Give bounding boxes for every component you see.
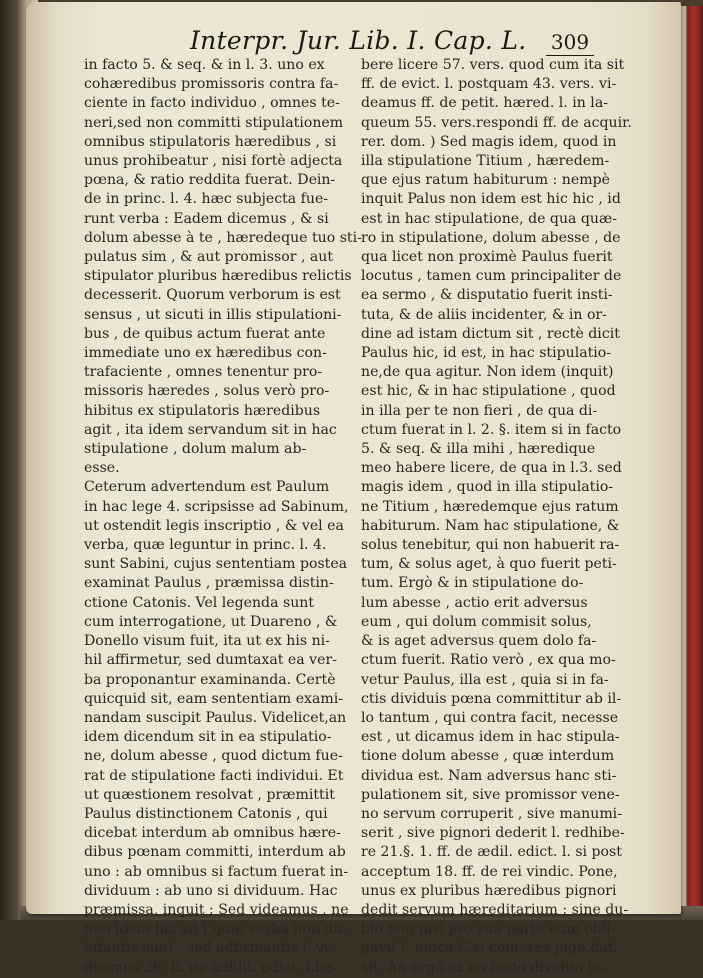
text-line: stipulatione , dolum malum ab- (84, 441, 307, 458)
text-line: serit , sive pignori dederit l. redhibe- (361, 825, 625, 842)
text-line: est in hac stipulatione, de qua quæ- (361, 210, 618, 227)
text-line: immediate uno ex hæredibus con- (84, 345, 327, 362)
text-line: Paulus distinctionem Catonis , qui (84, 805, 328, 822)
text-line: ne, dolum abesse , quod dictum fue- (84, 748, 343, 765)
text-line: idem dicendum sit in ea stipulatio- (84, 729, 332, 746)
text-line: pœna, & ratio reddita fuerat. Dein- (84, 172, 336, 189)
text-line: bio non nisi pro sua parte eum obli- (361, 921, 616, 938)
text-line: sunt Sabini, cujus sententiam postea (84, 556, 348, 573)
text-line: trafaciente , omnes tenentur pro- (84, 364, 323, 381)
text-line: tione dolum abesse , quæ interdum (361, 748, 615, 765)
text-line: sensus , ut sicuti in illis stipulationi- (84, 306, 342, 323)
text-line: & is aget adversus quem dolo fa- (361, 633, 597, 650)
text-line: agit , ita idem servandum sit in hac (84, 421, 337, 438)
text-line: re 21.§. 1. ff. de ædil. edict. l. si post (361, 844, 622, 861)
text-line: in illa per te non fieri , de qua di- (361, 402, 598, 419)
text-line: non idem hic sit ( quæ verba non du- (84, 921, 348, 938)
text-line: magis idem , quod in illa stipulatio- (361, 479, 614, 496)
text-line: omnibus stipulatoris hæredibus , si (84, 133, 337, 150)
text-line: deamus 26. ff. de ædilit. edict. l.ba- (84, 959, 338, 976)
text-line: missoris hæredes , solus verò pro- (84, 383, 330, 400)
text-line: bitantis sunt , sed adfirmantis l. vi- (84, 940, 334, 957)
text-line: ne,de qua agitur. Non idem (inquit) (361, 364, 614, 381)
text-line: de in princ. l. 4. hæc subjecta fue- (84, 191, 329, 208)
text-line: illa stipulatione Titium , hæredem- (361, 153, 610, 170)
text-line: sit. An ergò ex eo facto dividuo te- (361, 959, 607, 976)
text-line: stipulator pluribus hæredibus relictis (84, 268, 352, 285)
text-line: Paulus hic, id est, in hac stipulatio- (361, 345, 612, 362)
text-line: 5. & seq. & illa mihi , hæredique (361, 441, 596, 458)
text-line: no servum corruperit , sive manumi- (361, 805, 622, 822)
text-line: Donello visum fuit, ita ut ex his ni- (84, 633, 330, 650)
text-line: ut ostendit legis inscriptio , & vel ea (84, 517, 344, 534)
text-line: locutus , tamen cum principaliter de (361, 268, 622, 285)
text-line: ciente in facto individuo , omnes te- (84, 95, 340, 112)
text-line: ut quæstionem resolvat , præmittit (84, 786, 335, 803)
text-line: inquit Palus non idem est hic hic , id (361, 191, 621, 208)
text-line: dedit servum hæreditarium ; sine du- (361, 901, 629, 918)
text-line: in facto 5. & seq. & in l. 3. uno ex (84, 57, 325, 73)
text-line: dibus pœnam committi, interdum ab (84, 844, 346, 861)
running-header (190, 26, 630, 58)
text-line: bere licere 57. vers. quod cum ita sit (361, 57, 625, 73)
text-line: dividua est. Nam adversus hanc sti- (361, 767, 617, 784)
text-line: lo tantum , qui contra facit, necesse (361, 709, 619, 726)
text-line: lum abesse , actio erit adversus (361, 594, 588, 611)
text-line: queum 55. vers.respondi ff. de acquir. (361, 114, 632, 131)
text-line: gavit l. unica C.si com. res pign.dat. (361, 940, 619, 957)
text-line: esse. (84, 460, 120, 477)
text-line: dolum abesse à te , hæredeque tuo sti- (84, 229, 362, 246)
text-line: que ejus ratum habiturum : nempè (361, 172, 610, 189)
text-line: uno : ab omnibus si factum fuerat in- (84, 863, 349, 880)
text-line: unus ex pluribus hæredibus pignori (361, 882, 617, 899)
text-line: hibitus ex stipulatoris hæredibus (84, 402, 321, 419)
text-line: pulatus sim , & aut promissor , aut (84, 249, 334, 266)
text-line: dicebat interdum ab omnibus hære- (84, 825, 341, 842)
text-line: solus tenebitur, qui non habuerit ra- (361, 537, 620, 554)
text-line: nandam suscipit Paulus. Videlicet,an (84, 709, 347, 726)
text-line: dine ad istam dictum sit , rectè dicit (361, 325, 620, 342)
text-line: runt verba : Eadem dicemus , & si (84, 210, 329, 227)
text-line: dividuum : ab uno si dividuum. Hac (84, 882, 338, 899)
text-line: ro in stipulatione, dolum abesse , de (361, 229, 621, 246)
text-line: tuta, & de aliis incidenter, & in or- (361, 306, 607, 323)
text-line: est hic, & in hac stipulatione , quod (361, 383, 616, 400)
left-text-column (84, 56, 362, 978)
text-line: habiturum. Nam hac stipulatione, & (361, 517, 620, 534)
text-line: cohæredibus promissoris contra fa- (84, 76, 339, 93)
text-line: quicquid sit, eam sententiam exami- (84, 690, 344, 707)
text-line: hil affirmetur, sed dumtaxat ea ver- (84, 652, 337, 669)
text-line: vetur Paulus, illa est , quia si in fa- (361, 671, 609, 688)
text-line: ne Titium , hæredemque ejus ratum (361, 498, 619, 515)
text-line: examinat Paulus , præmissa distin- (84, 575, 334, 592)
text-line: unus prohibeatur , nisi fortè adjecta (84, 153, 343, 170)
text-line: rat de stipulatione facti individui. Et (84, 767, 344, 784)
text-line: est , ut dicamus idem in hac stipula- (361, 729, 620, 746)
text-line: Ceterum advertendum est Paulum (84, 479, 330, 496)
text-line: meo habere licere, de qua in l.3. sed (361, 460, 622, 477)
text-line: ff. de evict. l. postquam 43. vers. vi- (361, 76, 617, 93)
text-line: ctis dividuis pœna committitur ab il- (361, 690, 622, 707)
text-line: eum , qui dolum commisit solus, (361, 613, 592, 630)
text-line: decesserit. Quorum verborum is est (84, 287, 341, 304)
text-line: verba, quæ leguntur in princ. l. 4. (84, 537, 327, 554)
text-line: cum interrogatione, ut Duareno , & (84, 613, 338, 630)
text-line: ctione Catonis. Vel legenda sunt (84, 594, 315, 611)
text-line: tum, & solus aget, à quo fuerit peti- (361, 556, 617, 573)
text-line: deamus ff. de petit. hæred. l. in la- (361, 95, 608, 112)
text-line: qua licet non proximè Paulus fuerit (361, 249, 613, 266)
text-line: ea sermo , & disputatio fuerit insti- (361, 287, 613, 304)
running-title: Interpr. Jur. Lib. I. Cap. L. (190, 26, 527, 55)
text-line: neri,sed non committi stipulationem (84, 114, 344, 131)
text-line: pulationem sit, sive promissor vene- (361, 786, 620, 803)
right-text-column (361, 56, 632, 978)
text-line: rer. dom. ) Sed magis idem, quod in (361, 133, 617, 150)
text-line: acceptum 18. ff. de rei vindic. Pone, (361, 863, 618, 880)
text-line: ba proponantur examinanda. Certè (84, 671, 336, 688)
text-line: bus , de quibus actum fuerat ante (84, 325, 326, 342)
text-line: tum. Ergò & in stipulatione do- (361, 575, 584, 592)
text-line: ctum fuerat in l. 2. §. item si in facto (361, 421, 622, 438)
text-line: præmissa, inquit : Sed videamus , ne (84, 901, 349, 918)
text-line: ctum fuerit. Ratio verò , ex qua mo- (361, 652, 616, 669)
red-page-edges (681, 6, 703, 912)
page-number: 309 (546, 29, 594, 56)
text-line: in hac lege 4. scripsisse ad Sabinum, (84, 498, 349, 515)
